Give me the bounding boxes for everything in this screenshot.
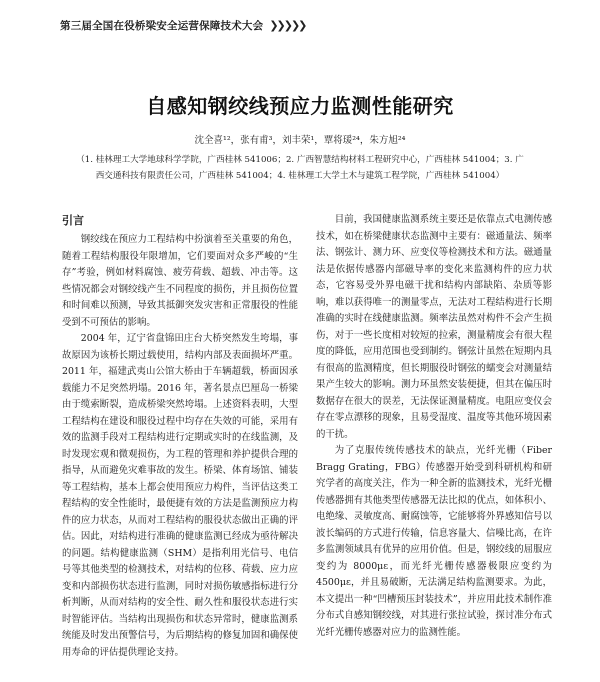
body-paragraph: 为了克服传统传感技术的缺点，光纤光栅（Fiber Bragg Grating，FBG）传感器开始受到科研机构和研究学者的高度关注，作为一种全新的监测技术，光纤光栅传感器拥有其他类型传感器无法比拟的优点，如体积小、电绝缘、灵敏度高、耐腐蚀等，它能够将外界感知信号以波长编码的方式进行传输，信息容量大、信噪比高，在许多监测领域具有优异的应用价值。但是，钢绞线的屈服应变约为 8000με，而光纤光栅传感器极限应变约为 4500με，并且易破断，无法满足结构监测要求。为此，本文提出一种“凹槽预压封装技术”，并应用此技术制作准分布式自感知钢绞线，对其进行张拉试验，探讨准分布式光纤光栅传感器对应力的监测性能。 [316,445,552,638]
right-column [316,212,552,641]
section-title-introduction: 引言 [62,214,84,227]
body-paragraph: 目前，我国健康监测系统主要还是依靠点式电测传感技术，如在桥梁健康状态监测中主要有：磁通量法、频率法、钢弦计、测力环、应变仪等检测技术和方法。磁通量法是依据传感器内部磁导率的变化来监测构件的应力状态，它容易受外界电磁干扰和结构内部缺陷、杂质等影响，难以获得唯一的测量零点，无法对工程结构进行长期准确的实时在线健康监测。频率法虽然对构件不会产生损伤，对于一些长度相对较短的拉索，测量精度会有很大程度的降低，应用范围也受到制约。钢弦计虽然在短期内具有很高的监测精度，但长期服役时钢弦的蠕变会对测量结果产生较大的影响。测力环虽然安装便捷，但其在偏压时数据存在很大的误差，无法保证测量精度。电阻应变仪会存在零点漂移的现象，且易受湿度、温度等其他环境因素的干扰。 [316,214,552,440]
chevron-decoration-icon: ❯❯❯❯❯ [269,18,306,32]
conference-header [60,14,540,36]
paper-title: 自感知钢绞线预应力监测性能研究 [146,94,454,118]
affiliation-line-2: 西交通科技有限责任公司，广西桂林 541004；4. 桂林理工大学土木与建筑工程学院，广西桂林 541004） [95,171,505,181]
affiliations [62,152,538,184]
author-list: 沈全喜¹²，张有甫³，刘丰荣¹，覃将瑗²⁴，朱方旭²⁴ [194,135,406,146]
body-paragraph: 2004 年，辽宁省盘锦田庄台大桥突然发生垮塌，事故原因为该桥长期过载使用，结构内部及表面损坏严重。2011 年，福建武夷山公馆大桥由于车辆超载，桥面因承载能力不足突然坍塌。2016 年，著名景点巴厘岛一桥梁由于缆索断裂，造成桥梁突然垮塌。上述资料表明，大型工程结构在建设和服役过程中均存在失效的可能，采用有效的监测手段对工程结构进行定期或实时的在线监测，及时发现宏观和微观损伤，为工程的管理和养护提供合理的指导，从而避免灾难事故的发生。桥梁、体育场馆、铺装等工程结构，基本上都会使用预应力构件，当评估这类工程结构的安全性能时，最便捷有效的方法是监测预应力构件的应力状态，从而对工程结构的服役状态做出正确的评估。因此，对结构进行准确的健康监测已经成为亟待解决的问题。结构健康监测（SHM）是指利用光信号、电信号等其他类型的检测技术，对结构的位移、荷载、应力应变和内部损伤状态进行监测，同时对损伤敏感指标进行分析判断，从而对结构的安全性、耐久性和服役状态进行实时智能评估。当结构出现损伤和状态异常时，健康监测系统能及时发出预警信号，为后期结构的修复加固和确保使用寿命的评估提供理论支持。 [62,333,298,658]
left-column [62,212,298,661]
affiliation-line-1: （1. 桂林理工大学地球科学学院，广西桂林 541006；2. 广西智慧结构材料工程研究中心，广西桂林 541004；3. 广 [76,155,524,165]
conference-name: 第三届全国在役桥梁安全运营保障技术大会 [60,19,264,32]
body-paragraph: 钢绞线在预应力工程结构中扮演着至关重要的角色，随着工程结构服役年限增加，它们要面对众多严峻的“生存”考验，例如材料腐蚀、疲劳荷载、超载、冲击等。这些情况都会对钢绞线产生不同程度的损伤，并且损伤位置和时间难以预测，导致其抵御突发灾害和正常服役的性能受到不可预估的影响。 [62,234,298,328]
